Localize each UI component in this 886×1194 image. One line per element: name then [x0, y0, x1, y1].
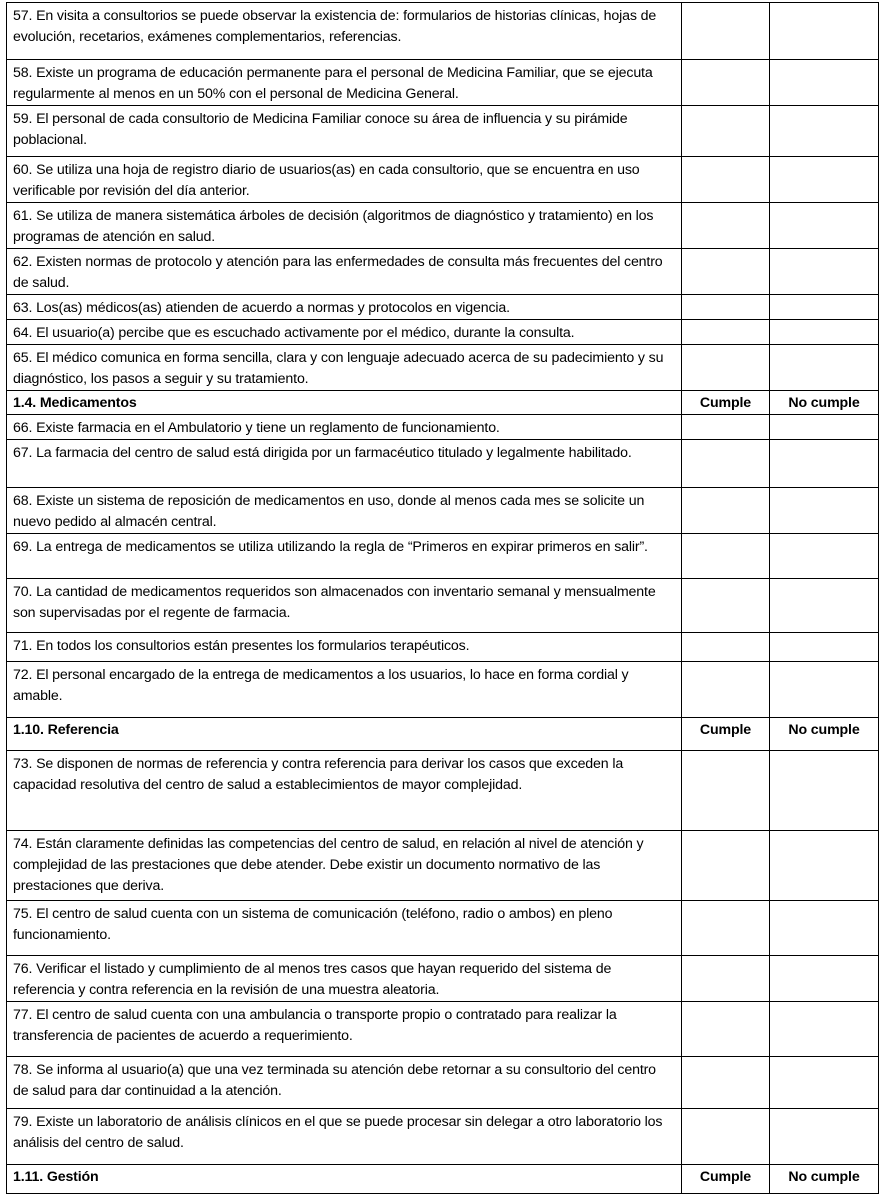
checklist-item-row [7, 60, 879, 106]
checklist-table [6, 2, 879, 1194]
item-text: 64. El usuario(a) percibe que es escuchado activamente por el médico, durante la consulta. [7, 320, 682, 345]
cumple-cell[interactable] [682, 579, 770, 633]
checklist-item-row [7, 106, 879, 157]
no-cumple-cell[interactable] [770, 1057, 879, 1109]
no-cumple-cell[interactable] [770, 633, 879, 662]
checklist-item-row [7, 751, 879, 831]
item-text: 66. Existe farmacia en el Ambulatorio y tiene un reglamento de funcionamiento. [7, 415, 682, 440]
no-cumple-cell[interactable] [770, 956, 879, 1002]
cumple-cell[interactable] [682, 901, 770, 956]
no-cumple-cell[interactable] [770, 751, 879, 831]
cumple-cell[interactable] [682, 662, 770, 718]
item-text: 73. Se disponen de normas de referencia y contra referencia para derivar los casos que exceden la capacidad resolutiva del centro de salud a establecimientos de mayor complejidad. [7, 751, 682, 831]
no-cumple-cell[interactable] [770, 415, 879, 440]
checklist-item-row [7, 1002, 879, 1057]
cumple-header: Cumple [682, 718, 770, 751]
item-text: 71. En todos los consultorios están presentes los formularios terapéuticos. [7, 633, 682, 662]
checklist-item-row [7, 157, 879, 203]
no-cumple-cell[interactable] [770, 157, 879, 203]
checklist-item-row [7, 249, 879, 295]
item-text: 77. El centro de salud cuenta con una ambulancia o transporte propio o contratado para realizar la transferencia de pacientes de acuerdo a requerimiento. [7, 1002, 682, 1057]
no-cumple-cell[interactable] [770, 662, 879, 718]
no-cumple-cell[interactable] [770, 579, 879, 633]
no-cumple-header: No cumple [770, 718, 879, 751]
no-cumple-cell[interactable] [770, 249, 879, 295]
cumple-cell[interactable] [682, 956, 770, 1002]
section-header-row [7, 718, 879, 751]
no-cumple-cell[interactable] [770, 534, 879, 579]
cumple-cell[interactable] [682, 320, 770, 345]
no-cumple-cell[interactable] [770, 1002, 879, 1057]
cumple-cell[interactable] [682, 751, 770, 831]
section-title: 1.11. Gestión [7, 1165, 682, 1194]
checklist-body [7, 3, 879, 1194]
no-cumple-cell[interactable] [770, 60, 879, 106]
no-cumple-cell[interactable] [770, 106, 879, 157]
item-text: 79. Existe un laboratorio de análisis clínicos en el que se puede procesar sin delegar a otro laboratorio los análisis del centro de salud. [7, 1109, 682, 1165]
section-header-row [7, 1165, 879, 1194]
item-text: 59. El personal de cada consultorio de Medicina Familiar conoce su área de influencia y su pirámide poblacional. [7, 106, 682, 157]
no-cumple-cell[interactable] [770, 203, 879, 249]
cumple-cell[interactable] [682, 831, 770, 901]
no-cumple-cell[interactable] [770, 3, 879, 60]
checklist-item-row [7, 203, 879, 249]
cumple-header: Cumple [682, 1165, 770, 1194]
checklist-item-row [7, 662, 879, 718]
item-text: 68. Existe un sistema de reposición de medicamentos en uso, donde al menos cada mes se solicite un nuevo pedido al almacén central. [7, 488, 682, 534]
no-cumple-cell[interactable] [770, 831, 879, 901]
checklist-item-row [7, 1109, 879, 1165]
cumple-cell[interactable] [682, 3, 770, 60]
item-text: 58. Existe un programa de educación permanente para el personal de Medicina Familiar, que se ejecuta regularmente al menos en un 50% con el personal de Medicina General. [7, 60, 682, 106]
checklist-item-row [7, 534, 879, 579]
cumple-cell[interactable] [682, 415, 770, 440]
no-cumple-header: No cumple [770, 391, 879, 415]
cumple-cell[interactable] [682, 157, 770, 203]
checklist-item-row [7, 831, 879, 901]
item-text: 75. El centro de salud cuenta con un sistema de comunicación (teléfono, radio o ambos) en pleno funcionamiento. [7, 901, 682, 956]
no-cumple-header: No cumple [770, 1165, 879, 1194]
checklist-item-row [7, 345, 879, 391]
no-cumple-cell[interactable] [770, 1109, 879, 1165]
item-text: 67. La farmacia del centro de salud está dirigida por un farmacéutico titulado y legalmente habilitado. [7, 440, 682, 488]
cumple-cell[interactable] [682, 1109, 770, 1165]
cumple-cell[interactable] [682, 488, 770, 534]
checklist-item-row [7, 440, 879, 488]
item-text: 69. La entrega de medicamentos se utiliza utilizando la regla de “Primeros en expirar primeros en salir”. [7, 534, 682, 579]
cumple-cell[interactable] [682, 440, 770, 488]
no-cumple-cell[interactable] [770, 320, 879, 345]
item-text: 62. Existen normas de protocolo y atención para las enfermedades de consulta más frecuentes del centro de salud. [7, 249, 682, 295]
item-text: 74. Están claramente definidas las competencias del centro de salud, en relación al nivel de atención y complejidad de las prestaciones que debe atender. Debe existir un documento normativo de las prestaciones que deriva. [7, 831, 682, 901]
no-cumple-cell[interactable] [770, 488, 879, 534]
item-text: 57. En visita a consultorios se puede observar la existencia de: formularios de historias clínicas, hojas de evolución, recetarios, exámenes complementarios, referencias. [7, 3, 682, 60]
checklist-item-row [7, 1057, 879, 1109]
section-header-row [7, 391, 879, 415]
no-cumple-cell[interactable] [770, 901, 879, 956]
section-title: 1.10. Referencia [7, 718, 682, 751]
checklist-item-row [7, 320, 879, 345]
item-text: 63. Los(as) médicos(as) atienden de acuerdo a normas y protocolos en vigencia. [7, 295, 682, 320]
item-text: 70. La cantidad de medicamentos requeridos son almacenados con inventario semanal y mensualmente son supervisadas por el regente de farmacia. [7, 579, 682, 633]
section-title: 1.4. Medicamentos [7, 391, 682, 415]
item-text: 65. El médico comunica en forma sencilla, clara y con lenguaje adecuado acerca de su padecimiento y su diagnóstico, los pasos a seguir y su tratamiento. [7, 345, 682, 391]
cumple-cell[interactable] [682, 1057, 770, 1109]
cumple-cell[interactable] [682, 249, 770, 295]
cumple-cell[interactable] [682, 345, 770, 391]
no-cumple-cell[interactable] [770, 295, 879, 320]
cumple-cell[interactable] [682, 295, 770, 320]
checklist-item-row [7, 488, 879, 534]
checklist-item-row [7, 579, 879, 633]
checklist-item-row [7, 901, 879, 956]
cumple-cell[interactable] [682, 60, 770, 106]
checklist-item-row [7, 415, 879, 440]
item-text: 61. Se utiliza de manera sistemática árboles de decisión (algoritmos de diagnóstico y tratamiento) en los programas de atención en salud. [7, 203, 682, 249]
checklist-item-row [7, 295, 879, 320]
checklist-item-row [7, 633, 879, 662]
checklist-item-row [7, 3, 879, 60]
no-cumple-cell[interactable] [770, 345, 879, 391]
cumple-cell[interactable] [682, 203, 770, 249]
cumple-cell[interactable] [682, 534, 770, 579]
item-text: 76. Verificar el listado y cumplimiento de al menos tres casos que hayan requerido del sistema de referencia y contra referencia en la revisión de una muestra aleatoria. [7, 956, 682, 1002]
cumple-cell[interactable] [682, 106, 770, 157]
checklist-item-row [7, 956, 879, 1002]
cumple-cell[interactable] [682, 633, 770, 662]
no-cumple-cell[interactable] [770, 440, 879, 488]
item-text: 60. Se utiliza una hoja de registro diario de usuarios(as) en cada consultorio, que se encuentra en uso verificable por revisión del día anterior. [7, 157, 682, 203]
cumple-header: Cumple [682, 391, 770, 415]
item-text: 78. Se informa al usuario(a) que una vez terminada su atención debe retornar a su consultorio del centro de salud para dar continuidad a la atención. [7, 1057, 682, 1109]
item-text: 72. El personal encargado de la entrega de medicamentos a los usuarios, lo hace en forma cordial y amable. [7, 662, 682, 718]
cumple-cell[interactable] [682, 1002, 770, 1057]
